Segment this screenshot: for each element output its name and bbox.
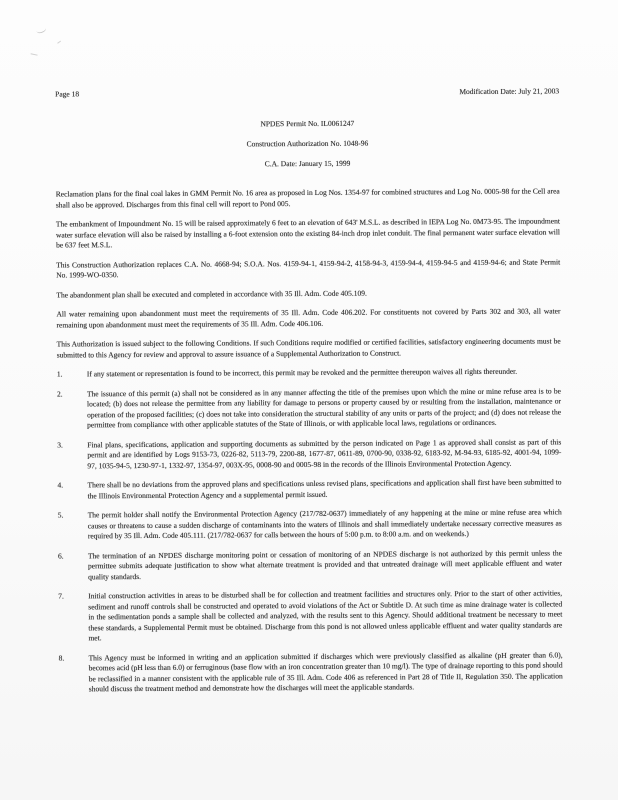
condition-item-4 [57,477,561,501]
condition-text: Final plans, specifications, application and supporting documents as submitted by the person indicated on Page 1 as approved shall consist as part of this permit and are identified by Logs 9153-73, 0226-82, 5113-79, 2200-88, 1677-87, 0611-89, 0700-90, 0338-92, 6183-92, M-94-93, 6185-92, 4001-94, 1099-97, 1035-94-5, 1230-97-1, 1332-97, 1354-97, 003X-95, 0008-90 and 0005-98 in the records of the Illinois Environmental Protection Agency. [87,436,562,470]
paragraph-embankment: The embankment of Impoundment No. 15 will be raised approximately 6 feet to an elevation of 643' M.S.L. as described in IEPA Log No. 0M73-95. The impoundment water surface elevation will also be raised by installing a 6-foot extension onto the existing 84-inch drop inlet conduit. The final permanent water surface elevation will be 637 feet M.S.L. [55,216,561,250]
page-number: Page 18 [55,89,80,99]
condition-text: The issuance of this permit (a) shall not be considered as in any manner affecting the title of the premises upon which the mine or mine refuse area is to be located; (b) does not release the permittee from any liability for damage to persons or property caused by or resulting from the installation, maintenance or operation of the proposed facilities; (c) does not take into consideration the structural stability of any units or parts of the project; and (d) does not release the permittee from compliance with other applicable statutes of the State of Illinois, or with applicable local laws, regulations or ordinances. [86,385,562,430]
condition-number: 3. [57,440,63,450]
condition-text: There shall be no deviations from the approved plans and specifications unless revised plans, specifications and application shall first have been submitted to the Illinois Environmental Protection Agency and a supplemental permit issued. [87,477,562,500]
condition-text: This Agency must be informed in writing and an application submitted if discharges which were previously classified as alkaline (pH greater than 6.0), becomes acid (pH less than 6.0) or ferruginous (base flow with an iron concentration greater than 10 mg/l). The type of drainage reporting to this pond should be reclassified in a manner consistent with the applicable rule of 35 Ill. Adm. Code 406 as referenced in Part 28 of Title II, Regulation 350. The application should discuss the treatment method and demonstrate how the discharges will meet the applicable standards. [88,649,563,694]
condition-item-7 [58,588,562,644]
condition-number: 4. [57,480,64,490]
condition-number: 5. [57,510,64,520]
modification-date: Modification Date: July 21, 2003 [459,86,560,97]
condition-item-8 [59,650,563,695]
paragraph-reclamation-plans: Reclamation plans for the final coal lakes in GMM Permit No. 16 area as proposed in Log Nos. 1354-97 for combined structures and Log No. 0005-98 for the Cell area shall also be approved. Discharges from this final cell will report to Pond 005. [55,186,560,210]
condition-text: The termination of an NPDES discharge monitoring point or cessation of monitoring of an NPDES discharge is not authorized by this permit unless the permittee submits adequate justification to show what alternate treatment is provided and that untreated drainage will meet applicable effluent and water quality standards. [87,547,563,581]
ca-date: C.A. Date: January 15, 1999 [264,158,351,169]
paragraph-replaces-authorizations: This Construction Authorization replaces C.A. No. 4668-94; S.O.A. Nos. 4159-94-1, 4159-94-2, 4158-94-3, 4159-94-4, 4159-94-5 and 4159-94-6; and State Permit No. 1999-WO-0350. [56,256,561,280]
condition-number: 8. [58,653,65,663]
paragraph-abandonment-plan: The abandonment plan shall be executed and completed in accordance with 35 Ill. Adm. Code 405.109. [56,288,367,300]
condition-number: 7. [58,591,64,601]
condition-text: Initial construction activities in areas to be disturbed shall be for collection and treatment facilities and structures only. Prior to the start of other activities, sediment and runoff controls shall be constructed and operated to avoid violations of the Act or Subtitle D. At such time as mine drainage water is collected in the sedimentation ponds a sample shall be collected and analyzed, with the results sent to this Agency. Should additional treatment be necessary to meet these standards, a Supplemental Permit must be obtained. Discharge from this pond is not allowed unless applicable effluent and water quality standards are met. [88,588,563,643]
condition-number: 1. [56,369,63,379]
condition-item-6 [58,548,562,583]
condition-text: The permit holder shall notify the Environmental Protection Agency (217/782-0637) immediately of any happening at the mine or mine refuse area which causes or threatens to cause a sudden discharge of contaminants into the waters of Illinois and shall immediately undertake necessary corrective measures as required by 35 Ill. Adm. Code 405.111. (217/782-0637 for calls between the hours of 5:00 p.m. to 8:00 a.m. and on weekends.) [87,507,562,541]
document-header [55,86,559,98]
paragraph-conditions-intro: This Authorization is issued subject to the following Conditions. If such Conditions require modified or certified facilities, satisfactory engineering documents must be submitted to this Agency for review and approval to assure issuance of a Supplemental Authorization to Construct. [56,336,561,360]
condition-item-1 [57,366,561,380]
condition-number: 2. [56,389,63,399]
condition-number: 6. [57,551,64,561]
title-block [55,117,559,169]
npdes-permit-number: NPDES Permit No. IL0061247 [260,118,355,129]
condition-text: If any statement or representation is found to be incorrect, this permit may be revoked and the permittee thereupon waives all rights thereunder. [86,366,518,379]
paragraph-water-remaining: All water remaining upon abandonment must meet the requirements of 35 Ill. Adm. Code 406.202. For constituents not covered by Parts 302 and 303, all water remaining upon abandonment must meet the requirements of 35 Ill. Adm. Code 406.106. [56,306,561,330]
condition-item-3 [57,437,561,472]
condition-item-2 [57,386,561,431]
condition-item-5 [58,507,562,542]
construction-authorization-number: Construction Authorization No. 1048-96 [246,138,369,149]
